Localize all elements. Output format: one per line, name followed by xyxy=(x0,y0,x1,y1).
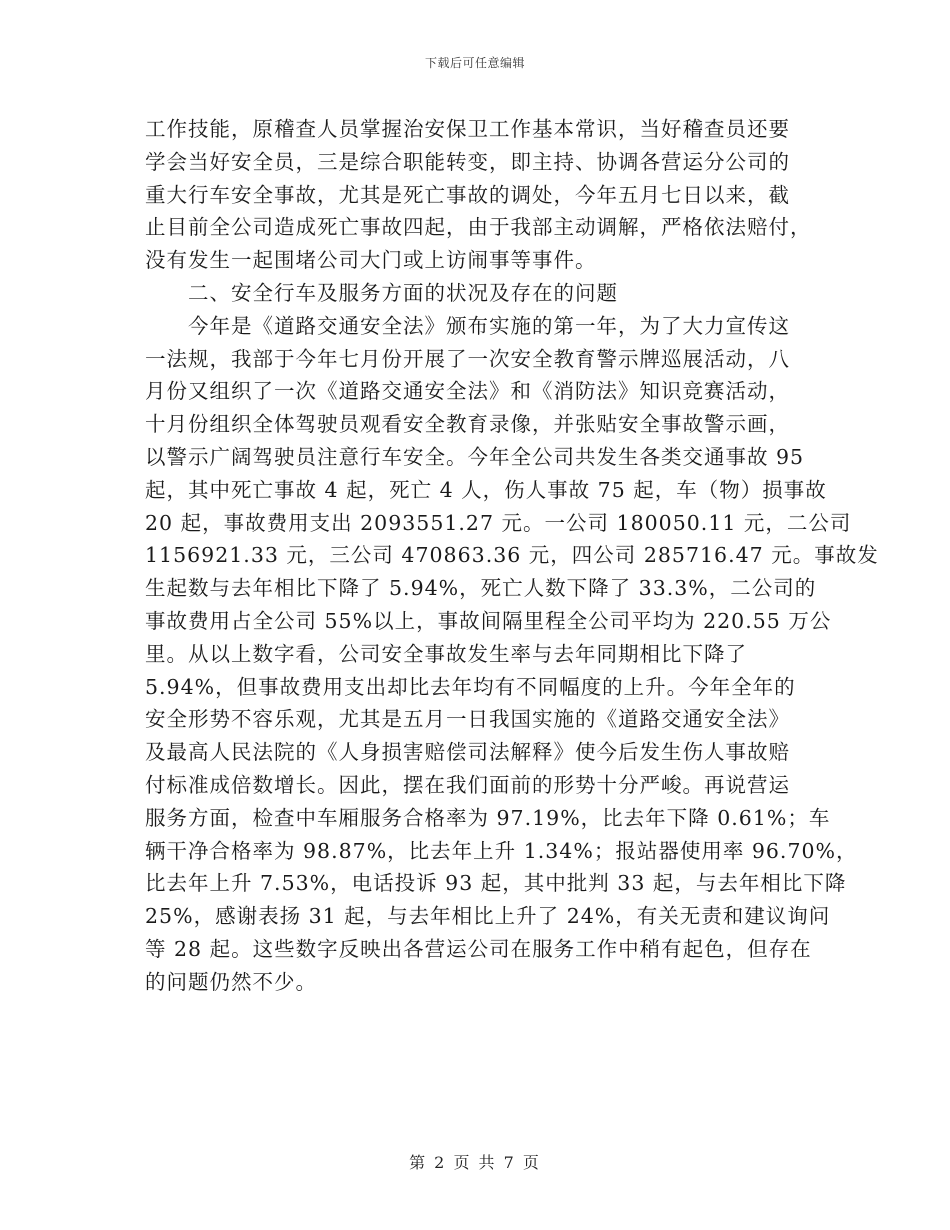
text-line: 20 起，事故费用支出 2093551.27 元。一公司 180050.11 元，二公司 xyxy=(145,510,852,535)
text-line: 里。从以上数字看，公司安全事故发生率与去年同期相比下降了 xyxy=(145,641,747,666)
page-number: 第 2 页 共 7 页 xyxy=(409,1153,541,1172)
text-line: 二、安全行车及服务方面的状况及存在的问题 xyxy=(145,280,618,305)
text-line: 等 28 起。这些数字反映出各营运公司在服务工作中稍有起色，但存在 xyxy=(145,936,812,961)
page-header: 下载后可任意编辑 xyxy=(424,56,525,70)
text-line: 生起数与去年相比下降了 5.94%，死亡人数下降了 33.3%，二公司的 xyxy=(145,576,817,601)
document-body xyxy=(145,113,879,999)
text-line: 比去年上升 7.53%，电话投诉 93 起，其中批判 33 起，与去年相比下降 xyxy=(145,871,847,896)
text-line: 今年是《道路交通安全法》颁布实施的第一年，为了大力宣传这 xyxy=(145,313,790,338)
text-line: 止目前全公司造成死亡事故四起，由于我部主动调解，严格依法赔付， xyxy=(145,215,812,240)
text-line: 重大行车安全事故，尤其是死亡事故的调处，今年五月七日以来，截 xyxy=(145,182,790,207)
text-line: 1156921.33 元，三公司 470863.36 元，四公司 285716.47 元。事故发 xyxy=(145,543,879,568)
text-line: 事故费用占全公司 55%以上，事故间隔里程全公司平均为 220.55 万公 xyxy=(145,608,832,633)
text-line: 及最高人民法院的《人身损害赔偿司法解释》使今后发生伤人事故赔 xyxy=(145,740,790,765)
text-line: 学会当好安全员，三是综合职能转变，即主持、协调各营运分公司的 xyxy=(145,149,790,174)
text-line: 没有发生一起围堵公司大门或上访闹事等事件。 xyxy=(145,248,597,273)
text-line: 月份又组织了一次《道路交通安全法》和《消防法》知识竞赛活动， xyxy=(145,379,790,404)
text-line: 5.94%，但事故费用支出却比去年均有不同幅度的上升。今年全年的 xyxy=(145,674,796,699)
text-line: 安全形势不容乐观，尤其是五月一日我国实施的《道路交通安全法》 xyxy=(145,707,790,732)
text-line: 一法规，我部于今年七月份开展了一次安全教育警示牌巡展活动，八 xyxy=(145,346,790,371)
text-line: 以警示广阔驾驶员注意行车安全。今年全公司共发生各类交通事故 95 xyxy=(145,444,805,469)
text-line: 工作技能，原稽查人员掌握治安保卫工作基本常识，当好稽查员还要 xyxy=(145,117,790,141)
text-line: 起，其中死亡事故 4 起，死亡 4 人，伤人事故 75 起，车（物）损事故 xyxy=(145,477,827,502)
text-line: 的问题仍然不少。 xyxy=(145,969,317,994)
text-line: 25%，感谢表扬 31 起，与去年相比上升了 24%，有关无责和建议询问 xyxy=(145,904,831,929)
text-line: 服务方面，检查中车厢服务合格率为 97.19%，比去年下降 0.61%；车 xyxy=(145,805,831,830)
text-line: 付标准成倍数增长。因此，摆在我们面前的形势十分严峻。再说营运 xyxy=(145,772,790,797)
text-line: 辆干净合格率为 98.87%，比去年上升 1.34%；报站器使用率 96.70%， xyxy=(145,838,858,863)
text-line: 十月份组织全体驾驶员观看安全教育录像，并张贴安全事故警示画， xyxy=(145,412,790,437)
